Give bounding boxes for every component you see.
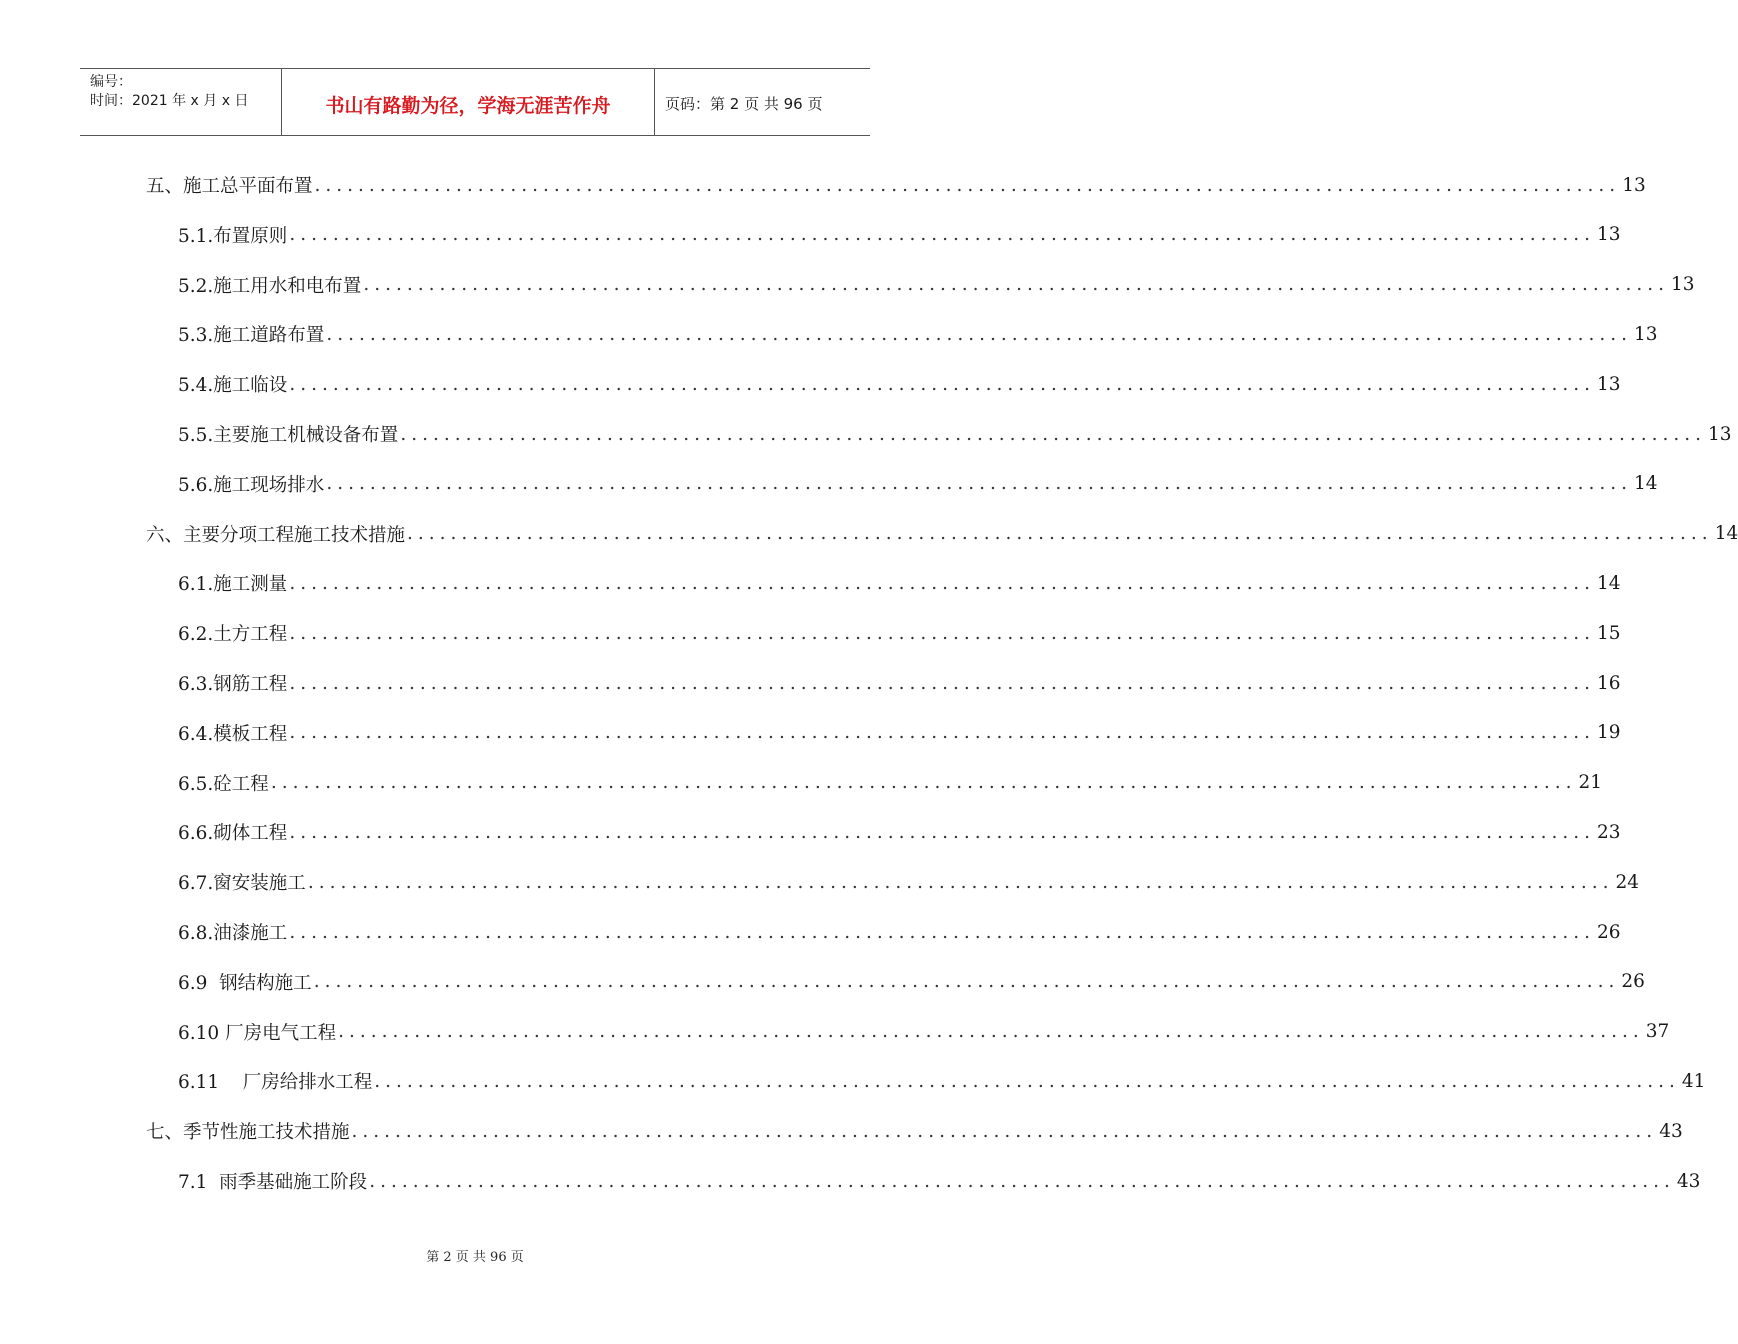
toc-entry[interactable] — [178, 658, 1621, 708]
toc-leader-dots: ........................................................................................................................ — [326, 323, 1632, 345]
toc-entry-page: 13 — [1597, 224, 1621, 246]
toc-entry-title: 6.10 厂房电气工程 — [178, 1022, 337, 1044]
toc-entry-page: 16 — [1597, 672, 1621, 694]
toc-entry[interactable] — [178, 857, 1640, 907]
toc-entry-title: 6.1.施工测量 — [178, 574, 288, 596]
toc-entry[interactable] — [178, 210, 1621, 260]
toc-entry-title: 6.2.土方工程 — [178, 624, 288, 646]
toc-entry[interactable] — [178, 708, 1621, 758]
toc-entry-page: 13 — [1597, 373, 1621, 395]
toc-entry[interactable] — [178, 359, 1621, 409]
toc-leader-dots: ........................................................................................................................ — [326, 473, 1632, 495]
toc-entry-title: 5.2.施工用水和电布置 — [178, 275, 362, 297]
toc-leader-dots: ........................................................................................................................ — [407, 523, 1713, 545]
toc-entry-title: 5.1.布置原则 — [178, 225, 288, 247]
toc-entry[interactable] — [146, 1106, 1683, 1156]
toc-entry-title: 6.6.砌体工程 — [178, 823, 288, 845]
toc-entry[interactable] — [146, 160, 1646, 210]
header-meta — [80, 69, 282, 135]
toc-entry[interactable] — [178, 1156, 1701, 1206]
toc-entry[interactable] — [178, 608, 1621, 658]
toc-entry-title: 5.3.施工道路布置 — [178, 325, 325, 347]
toc-entry-title: 6.11 厂房给排水工程 — [178, 1072, 373, 1094]
toc-entry-title: 6.3.钢筋工程 — [178, 674, 288, 695]
toc-entry-page: 13 — [1671, 274, 1695, 296]
toc-entry-page: 13 — [1708, 423, 1732, 445]
toc-entry-title: 6.5.砼工程 — [178, 773, 269, 795]
toc-entry-page: 23 — [1597, 821, 1621, 843]
toc-entry-page: 26 — [1621, 971, 1645, 993]
document-date: 时间：2021 年 x 月 x 日 — [90, 93, 249, 109]
header-motto: 书山有路勤为径，学海无涯苦作舟 — [282, 69, 655, 135]
toc-leader-dots: ........................................................................................................................ — [314, 174, 1621, 196]
toc-entry-page: 21 — [1578, 772, 1603, 794]
toc-entry-page: 41 — [1681, 1070, 1706, 1092]
toc-entry[interactable] — [178, 409, 1732, 459]
toc-entry[interactable] — [178, 309, 1658, 359]
toc-entry-page: 43 — [1676, 1170, 1701, 1192]
toc-entry-page: 13 — [1622, 174, 1646, 196]
toc-entry[interactable] — [178, 907, 1621, 957]
toc-entry[interactable] — [178, 1056, 1706, 1106]
page-header — [80, 68, 870, 136]
toc-leader-dots: ........................................................................................................................ — [289, 572, 1595, 594]
toc-leader-dots: ........................................................................................................................ — [289, 821, 1595, 843]
toc-entry-title: 5.5.主要施工机械设备布置 — [178, 425, 399, 446]
toc-entry-title: 6.8.油漆施工 — [178, 923, 288, 944]
toc-entry-title: 五、施工总平面布置 — [146, 176, 313, 197]
toc-entry-title: 6.7.窗安装施工 — [178, 873, 306, 895]
toc-entry[interactable] — [178, 807, 1621, 857]
toc-entry-page: 14 — [1714, 523, 1738, 545]
toc-entry-page: 26 — [1597, 921, 1621, 943]
toc-leader-dots: ........................................................................................................................ — [289, 722, 1595, 744]
toc-entry-page: 14 — [1597, 572, 1621, 594]
toc-entry-title: 六、主要分项工程施工技术措施 — [146, 524, 406, 546]
toc-entry-title: 七、季节性施工技术措施 — [146, 1122, 350, 1144]
page-footer: 第 2 页 共 96 页 — [426, 1250, 524, 1265]
toc-leader-dots: ........................................................................................................................ — [289, 622, 1595, 644]
toc-entry[interactable] — [178, 957, 1645, 1007]
toc-entry-page: 24 — [1615, 871, 1640, 893]
toc-entry-page: 15 — [1597, 622, 1621, 644]
toc-entry[interactable] — [178, 459, 1658, 509]
toc-entry-page: 43 — [1659, 1120, 1683, 1142]
toc-entry[interactable] — [178, 758, 1603, 808]
document-number: 编号： — [90, 74, 132, 90]
toc-entry-title: 5.6.施工现场排水 — [178, 474, 325, 496]
toc-leader-dots: ........................................................................................................................ — [374, 1070, 1680, 1092]
toc-leader-dots: ........................................................................................................................ — [338, 1021, 1644, 1043]
toc-entry-page: 13 — [1634, 323, 1658, 345]
toc-leader-dots: ........................................................................................................................ — [400, 423, 1706, 445]
toc-leader-dots: ........................................................................................................................ — [363, 274, 1669, 296]
toc-entry-title: 6.4.模板工程 — [178, 723, 288, 745]
toc-entry[interactable] — [178, 260, 1695, 310]
toc-leader-dots: ........................................................................................................................ — [313, 971, 1620, 993]
toc-entry-page: 19 — [1597, 722, 1621, 744]
header-page-info: 页码：第 2 页 共 96 页 — [665, 94, 823, 113]
toc-entry-title: 5.4.施工临设 — [178, 375, 288, 397]
toc-leader-dots: ........................................................................................................................ — [289, 921, 1595, 943]
toc-entry[interactable] — [146, 509, 1738, 559]
toc-leader-dots: ........................................................................................................................ — [289, 373, 1595, 395]
toc-entry-page: 14 — [1634, 473, 1658, 495]
toc-entry-page: 37 — [1645, 1021, 1670, 1043]
toc-leader-dots: ........................................................................................................................ — [307, 871, 1614, 893]
toc-leader-dots: ........................................................................................................................ — [351, 1120, 1658, 1142]
toc-leader-dots: ........................................................................................................................ — [289, 672, 1595, 694]
toc-entry[interactable] — [178, 558, 1621, 608]
toc-entry[interactable] — [178, 1007, 1670, 1057]
toc-entry-title: 6.9 钢结构施工 — [178, 972, 312, 994]
toc-leader-dots: ........................................................................................................................ — [369, 1170, 1675, 1192]
toc-leader-dots: ........................................................................................................................ — [270, 772, 1577, 794]
toc-entry-title: 7.1 雨季基础施工阶段 — [178, 1172, 368, 1193]
toc-leader-dots: ........................................................................................................................ — [289, 224, 1595, 246]
